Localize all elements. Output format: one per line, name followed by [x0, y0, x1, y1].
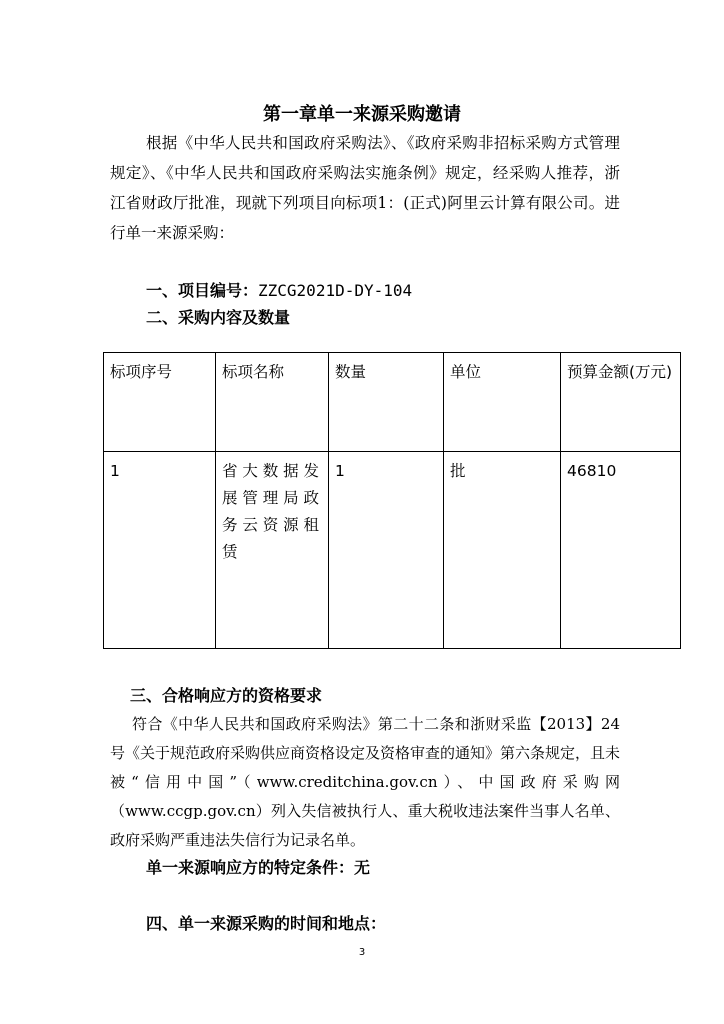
page-number: 3 [358, 947, 366, 958]
special-conditions-line: 单一来源响应方的特定条件：无 [146, 858, 371, 877]
chapter-title: 第一章单一来源采购邀请 [263, 104, 461, 125]
project-number-line [146, 279, 412, 303]
header-cell-budget: 预算金额(万元) [561, 353, 681, 452]
cell-unit: 批 [444, 452, 561, 649]
cell-quantity: 1 [329, 452, 444, 649]
section-qualification-heading: 三、合格响应方的资格要求 [130, 686, 323, 705]
cell-budget: 46810 [561, 452, 681, 649]
section-time-place-heading: 四、单一来源采购的时间和地点： [146, 914, 387, 933]
table-header-row [104, 353, 681, 452]
cell-index: 1 [104, 452, 216, 649]
procurement-items-table [103, 352, 681, 649]
project-number-value: ZZCG2021D-DY-104 [258, 281, 413, 300]
project-number-label: 一、项目编号： [146, 281, 259, 300]
header-cell-quantity: 数量 [329, 353, 444, 452]
cell-name: 省大数据发展管理局政务云资源租赁 [216, 452, 329, 649]
header-cell-unit: 单位 [444, 353, 561, 452]
intro-paragraph: 根据《中华人民共和国政府采购法》、《政府采购非招标采购方式管理规定》、《中华人民共和国政府采购法实施条例》规定，经采购人推荐，浙江省财政厅批准，现就下列项目向标项1：(正式)阿里云计算有限公司。进行单一来源采购： [110, 134, 620, 242]
header-cell-name: 标项名称 [216, 353, 329, 452]
table-row [104, 452, 681, 649]
section-procurement-content-heading: 二、采购内容及数量 [146, 308, 291, 327]
header-cell-index: 标项序号 [104, 353, 216, 452]
qualification-paragraph: 符合《中华人民共和国政府采购法》第二十二条和浙财采监【2013】24号《关于规范政府采购供应商资格设定及资格审查的通知》第六条规定，且未被“信用中国”（www.creditchina.gov.cn）、中国政府采购网（www.ccgp.gov.cn）列入失信被执行人、重大税收违法案件当事人名单、政府采购严重违法失信行为记录名单。 [110, 715, 621, 849]
